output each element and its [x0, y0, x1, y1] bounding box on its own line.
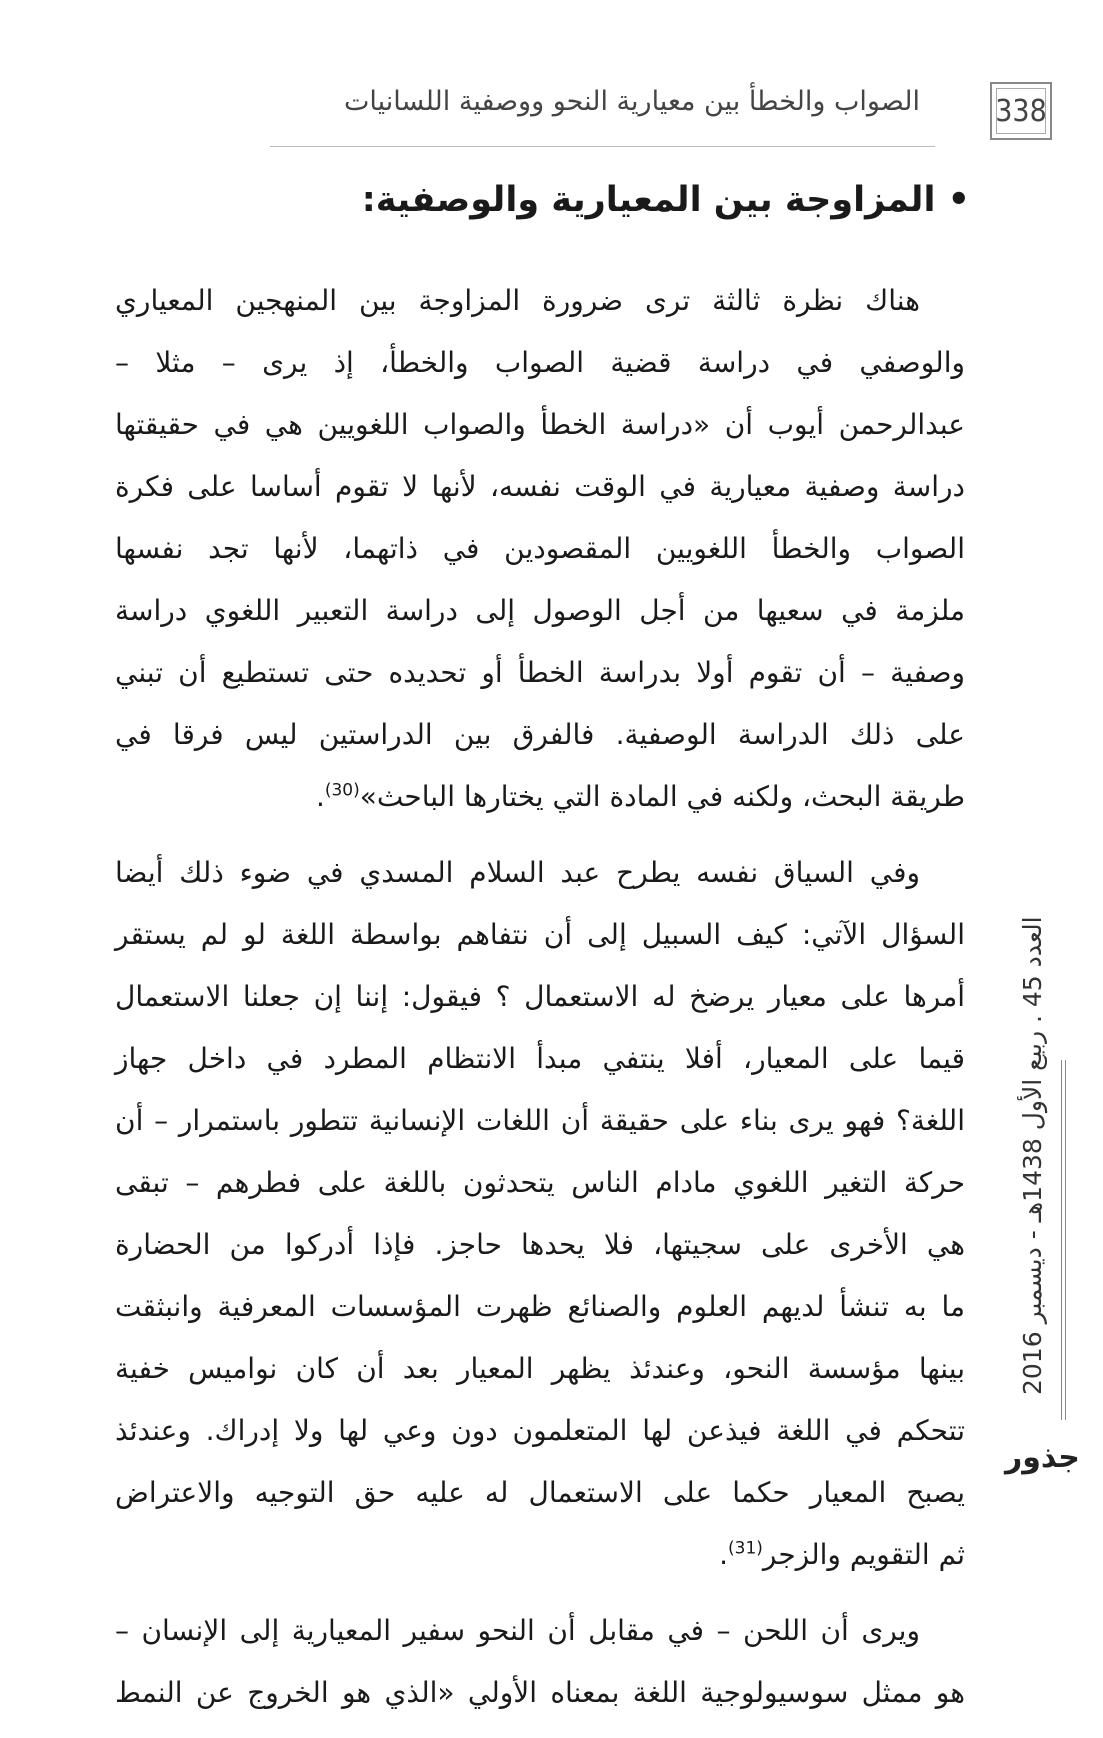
issue-info: العدد 45 . ربيع الأول 1438هـ - ديسمبر 2016: [1018, 916, 1047, 1395]
journal-logo: جذور: [1005, 1440, 1080, 1475]
text-line: السؤال الآتي: كيف السبيل إلى أن نتفاهم بواسطة اللغة لو لم يستقر: [115, 918, 965, 951]
text-line: عبدالرحمن أيوب أن «دراسة الخطأ والصواب اللغويين هي في حقيقتها: [115, 408, 965, 441]
sidebar-divider: [1061, 1060, 1066, 1420]
text-line: ثم التقويم والزجر: [762, 1538, 965, 1571]
text-line: والوصفي في دراسة قضية الصواب والخطأ، إذ يرى – مثلا –: [115, 346, 965, 379]
text-line: بينها مؤسسة النحو، وعندئذ يظهر المعيار بعد أن كان نواميس خفية: [115, 1352, 965, 1385]
text-line: على ذلك الدراسة الوصفية. فالفرق بين الدراستين ليس فرقا في: [115, 718, 965, 751]
footnote-ref-31[interactable]: (31): [727, 1538, 763, 1559]
sentence-end: .: [315, 780, 325, 813]
paragraph-3: [115, 1600, 965, 1724]
paragraph-2: [115, 842, 965, 1586]
text-line: الصواب والخطأ اللغويين المقصودين في ذاتهما، لأنها تجد نفسها: [115, 532, 965, 565]
page-number: 338: [995, 93, 1047, 129]
text-line-last: [115, 766, 965, 828]
paragraph-1: [115, 270, 965, 828]
text-line: وصفية – أن تقوم أولا بدراسة الخطأ أو تحديده حتى تستطيع أن تبني: [115, 656, 965, 689]
text-line: تتحكم في اللغة فيذعن لها المتعلمون دون وعي لها ولا إدراك. وعندئذ: [115, 1414, 965, 1447]
text-line: هو ممثل سوسيولوجية اللغة بمعناه الأولي «الذي هو الخروج عن النمط: [115, 1676, 965, 1709]
text-line: قيما على المعيار، أفلا ينتفي مبدأ الانتظام المطرد في داخل جهاز: [115, 1042, 965, 1075]
section-heading: • المزاوجة بين المعيارية والوصفية:: [361, 180, 970, 220]
header-divider: [270, 146, 935, 147]
running-title: الصواب والخطأ بين معيارية النحو ووصفية اللسانيات: [343, 86, 920, 117]
text-line: يصبح المعيار حكما على الاستعمال له عليه حق التوجيه والاعتراض: [115, 1476, 965, 1509]
text-line: طريقة البحث، ولكنه في المادة التي يختارها الباحث»: [359, 780, 965, 813]
text-line: ملزمة في سعيها من أجل الوصول إلى دراسة التعبير اللغوي دراسة: [115, 594, 965, 627]
text-line: ويرى أن اللحن – في مقابل أن النحو سفير المعيارية إلى الإنسان –: [115, 1614, 920, 1647]
text-line: ما به تنشأ لديهم العلوم والصنائع ظهرت المؤسسات المعرفية وانبثقت: [115, 1290, 965, 1323]
sentence-end: .: [719, 1538, 728, 1571]
text-line: دراسة وصفية معيارية في الوقت نفسه، لأنها لا تقوم أساسا على فكرة: [115, 470, 965, 503]
body-text: [115, 270, 965, 1738]
page-number-box: [990, 82, 1052, 140]
footnote-ref-30[interactable]: (30): [324, 780, 360, 801]
text-line: حركة التغير اللغوي مادام الناس يتحدثون باللغة على فطرهم – تبقى: [115, 1166, 965, 1199]
text-line: أمرها على معيار يرضخ له الاستعمال ؟ فيقول: إننا إن جعلنا الاستعمال: [115, 980, 965, 1013]
text-line-last: [115, 1524, 965, 1586]
text-line: اللغة؟ فهو يرى بناء على حقيقة أن اللغات الإنسانية تتطور باستمرار – أن: [115, 1104, 965, 1137]
text-line: هناك نظرة ثالثة ترى ضرورة المزاوجة بين المنهجين المعياري: [115, 284, 920, 317]
text-line: وفي السياق نفسه يطرح عبد السلام المسدي في ضوء ذلك أيضا: [115, 856, 920, 889]
text-line: هي الأخرى على سجيتها، فلا يحدها حاجز. فإذا أدركوا من الحضارة: [115, 1228, 965, 1261]
